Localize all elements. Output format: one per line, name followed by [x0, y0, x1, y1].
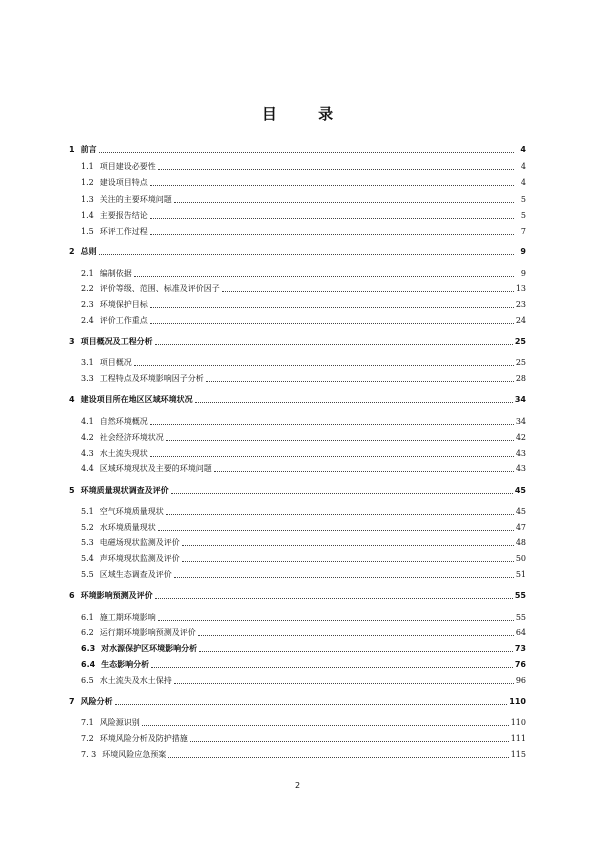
toc-entry-page: 28 [515, 374, 526, 383]
toc-entry-title: 前言 [80, 145, 97, 154]
toc-entry-number: 2.1 [81, 269, 94, 278]
toc-entry-page: 110 [510, 718, 526, 727]
toc-chapter-entry[interactable] [69, 145, 526, 155]
toc-entry-number: 7.1 [81, 718, 94, 727]
toc-dot-leader [155, 344, 513, 345]
toc-dot-leader [195, 402, 513, 403]
toc-section-entry[interactable] [81, 211, 526, 221]
toc-entry-page: 13 [515, 284, 526, 293]
toc-entry-page: 76 [514, 660, 526, 669]
toc-entry-page: 42 [515, 433, 526, 442]
toc-entry-title: 建设项目特点 [99, 178, 148, 187]
toc-section-entry[interactable] [81, 570, 526, 580]
toc-entry-number: 6.1 [81, 613, 94, 622]
toc-entry-title: 环境风险分析及防护措施 [99, 734, 188, 743]
toc-entry-title: 建设项目所在地区区域环境状况 [80, 395, 193, 404]
toc-entry-number: 3.3 [81, 374, 94, 383]
toc-section-entry[interactable] [81, 227, 526, 237]
toc-entry-title: 环评工作过程 [99, 227, 148, 236]
toc-dot-leader [115, 704, 508, 705]
toc-section-entry[interactable] [81, 178, 526, 188]
toc-entry-number: 5.2 [81, 523, 94, 532]
toc-entry-page: 111 [510, 734, 526, 743]
toc-entry-title: 水土流失及水土保持 [99, 676, 172, 685]
toc-section-entry[interactable] [81, 613, 526, 623]
toc-entry-number: 6 [69, 591, 75, 600]
toc-entry-page: 47 [515, 523, 526, 532]
toc-entry-title: 项目建设必要性 [99, 162, 156, 171]
toc-chapter-entry[interactable] [69, 337, 526, 347]
toc-entry-page: 4 [520, 162, 526, 171]
toc-entry-number: 5.4 [81, 554, 94, 563]
toc-entry-number: 5.3 [81, 538, 94, 547]
toc-entry-title: 风险分析 [80, 697, 113, 706]
toc-section-entry[interactable] [81, 433, 526, 443]
toc-entry-page: 9 [520, 269, 526, 278]
toc-entry-title: 编制依据 [99, 269, 132, 278]
toc-entry-page: 5 [520, 195, 526, 204]
toc-dot-leader [190, 741, 509, 742]
toc-dot-leader [199, 651, 513, 652]
toc-entry-page: 4 [520, 145, 526, 154]
toc-entry-page: 34 [514, 395, 526, 404]
toc-section-entry[interactable] [81, 300, 526, 310]
toc-entry-page: 45 [515, 507, 526, 516]
toc-section-entry[interactable] [81, 162, 526, 172]
toc-entry-number: 1.3 [81, 195, 94, 204]
toc-entry-page: 55 [515, 613, 526, 622]
toc-entry-number: 3.1 [81, 358, 94, 367]
toc-entry-page: 55 [514, 591, 526, 600]
toc-entry-title: 生态影响分析 [101, 660, 150, 669]
toc-dot-leader [174, 683, 514, 684]
toc-dot-leader [214, 471, 514, 472]
toc-section-entry[interactable] [81, 554, 526, 564]
toc-entry-title: 总则 [80, 247, 97, 256]
toc-entry-number: 7.2 [81, 734, 94, 743]
toc-entry-page: 43 [515, 449, 526, 458]
toc-entry-number: 5.5 [81, 570, 94, 579]
toc-entry-page: 64 [515, 628, 526, 637]
toc-entry-page: 7 [520, 227, 526, 236]
toc-entry-title: 施工期环境影响 [99, 613, 156, 622]
toc-section-entry[interactable] [81, 284, 526, 294]
toc-chapter-entry[interactable] [69, 591, 526, 601]
toc-dot-leader [134, 365, 514, 366]
toc-entry-page: 24 [515, 316, 526, 325]
toc-dot-leader [99, 152, 514, 153]
toc-dot-leader [168, 757, 508, 758]
toc-dot-leader [171, 493, 513, 494]
toc-entry-number: 1 [69, 145, 75, 154]
toc-entry-number: 6.3 [81, 644, 96, 653]
toc-dot-leader [174, 577, 514, 578]
toc-entry-page: 43 [515, 464, 526, 473]
toc-section-entry[interactable] [81, 195, 526, 205]
toc-entry-page: 23 [515, 300, 526, 309]
toc-chapter-entry[interactable] [69, 486, 526, 496]
toc-entry-number: 7. 3 [81, 750, 97, 759]
toc-section-entry[interactable] [81, 316, 526, 326]
toc-entry-number: 4.1 [81, 417, 94, 426]
toc-dot-leader [222, 291, 514, 292]
toc-entry-title: 关注的主要环境问题 [99, 195, 172, 204]
toc-entry-title: 项目概况及工程分析 [80, 337, 153, 346]
toc-entry-page: 25 [515, 358, 526, 367]
toc-entry-number: 7 [69, 697, 75, 706]
toc-section-entry[interactable] [81, 718, 526, 728]
toc-section-entry[interactable] [81, 374, 526, 384]
toc-entry-title: 工程特点及环境影响因子分析 [99, 374, 204, 383]
toc-dot-leader [142, 725, 509, 726]
toc-entry-page: 48 [515, 538, 526, 547]
toc-entry-number: 4 [69, 395, 75, 404]
toc-entry-number: 5.1 [81, 507, 94, 516]
toc-dot-leader [174, 202, 514, 203]
toc-entry-page: 115 [510, 750, 526, 759]
page-number: 2 [294, 781, 301, 790]
toc-entry-page: 45 [514, 486, 526, 495]
toc-dot-leader [206, 381, 514, 382]
toc-section-entry[interactable] [81, 523, 526, 533]
toc-entry-page: 5 [520, 211, 526, 220]
toc-dot-leader [151, 667, 513, 668]
toc-entry-page: 50 [515, 554, 526, 563]
toc-entry-title: 水环境质量现状 [99, 523, 156, 532]
toc-dot-leader [150, 218, 514, 219]
toc-entry-number: 4.3 [81, 449, 94, 458]
toc-dot-leader [150, 323, 514, 324]
toc-entry-page: 34 [515, 417, 526, 426]
toc-dot-leader [150, 234, 514, 235]
toc-entry-title: 评价等级、范围、标准及评价因子 [99, 284, 220, 293]
toc-entry-title: 电磁场现状监测及评价 [99, 538, 180, 547]
toc-dot-leader [166, 440, 514, 441]
toc-dot-leader [155, 598, 513, 599]
toc-entry-page: 110 [509, 697, 526, 706]
toc-entry-number: 4.2 [81, 433, 94, 442]
toc-entry-title: 运行期环境影响预测及评价 [99, 628, 196, 637]
toc-chapter-entry[interactable] [69, 395, 526, 405]
toc-section-entry[interactable] [81, 464, 526, 474]
toc-entry-number: 5 [69, 486, 75, 495]
toc-entry-title: 声环境现状监测及评价 [99, 554, 180, 563]
toc-dot-leader [182, 545, 514, 546]
toc-dot-leader [150, 424, 514, 425]
toc-entry-title: 环境风险应急预案 [102, 750, 167, 759]
toc-dot-leader [134, 276, 514, 277]
toc-entry-title: 环境保护目标 [99, 300, 148, 309]
toc-entry-title: 项目概况 [99, 358, 132, 367]
toc-dot-leader [99, 254, 514, 255]
toc-entry-number: 2.3 [81, 300, 94, 309]
toc-chapter-entry[interactable] [69, 247, 526, 257]
toc-dot-leader [150, 456, 514, 457]
toc-entry-page: 96 [515, 676, 526, 685]
toc-section-entry[interactable] [81, 538, 526, 548]
toc-entry-title: 评价工作重点 [99, 316, 148, 325]
toc-entry-page: 9 [520, 247, 526, 256]
toc-chapter-entry[interactable] [69, 697, 526, 707]
toc-dot-leader [182, 561, 514, 562]
toc-entry-number: 2 [69, 247, 75, 256]
toc-entry-number: 6.4 [81, 660, 96, 669]
toc-dot-leader [158, 169, 514, 170]
toc-entry-title: 对水源保护区环境影响分析 [101, 644, 198, 653]
toc-section-entry[interactable] [81, 734, 526, 744]
toc-entry-title: 自然环境概况 [99, 417, 148, 426]
toc-section-entry[interactable] [81, 676, 526, 686]
toc-section-entry[interactable] [81, 628, 526, 638]
toc-section-entry[interactable] [81, 644, 526, 654]
toc-entry-number: 3 [69, 337, 75, 346]
toc-entry-number: 4.4 [81, 464, 94, 473]
toc-entry-number: 1.5 [81, 227, 94, 236]
toc-entry-number: 2.2 [81, 284, 94, 293]
toc-entry-page: 4 [520, 178, 526, 187]
toc-section-entry[interactable] [81, 358, 526, 368]
toc-section-entry[interactable] [81, 750, 526, 760]
toc-dot-leader [166, 514, 514, 515]
toc-entry-number: 2.4 [81, 316, 94, 325]
toc-entry-number: 1.1 [81, 162, 94, 171]
toc-entry-title: 风险源识别 [99, 718, 140, 727]
toc-dot-leader [198, 635, 514, 636]
toc-entry-page: 73 [514, 644, 526, 653]
toc-entry-title: 社会经济环境状况 [99, 433, 164, 442]
toc-entry-title: 区域生态调查及评价 [99, 570, 172, 579]
toc-entry-title: 空气环境质量现状 [99, 507, 164, 516]
toc-section-entry[interactable] [81, 507, 526, 517]
toc-dot-leader [150, 185, 514, 186]
toc-dot-leader [158, 530, 514, 531]
toc-section-entry[interactable] [81, 269, 526, 279]
toc-entry-number: 1.4 [81, 211, 94, 220]
toc-entry-title: 区域环境现状及主要的环境问题 [99, 464, 212, 473]
toc-entry-title: 主要报告结论 [99, 211, 148, 220]
toc-title: 目 录 [261, 105, 352, 123]
toc-dot-leader [150, 307, 514, 308]
toc-section-entry[interactable] [81, 417, 526, 427]
toc-dot-leader [158, 620, 514, 621]
toc-entry-title: 水土流失现状 [99, 449, 148, 458]
toc-entry-title: 环境影响预测及评价 [80, 591, 153, 600]
toc-entry-number: 6.2 [81, 628, 94, 637]
toc-section-entry[interactable] [81, 660, 526, 670]
toc-entry-page: 51 [515, 570, 526, 579]
toc-section-entry[interactable] [81, 449, 526, 459]
toc-entry-number: 1.2 [81, 178, 94, 187]
toc-entry-number: 6.5 [81, 676, 94, 685]
toc-entry-title: 环境质量现状调查及评价 [80, 486, 169, 495]
toc-entry-page: 25 [514, 337, 526, 346]
